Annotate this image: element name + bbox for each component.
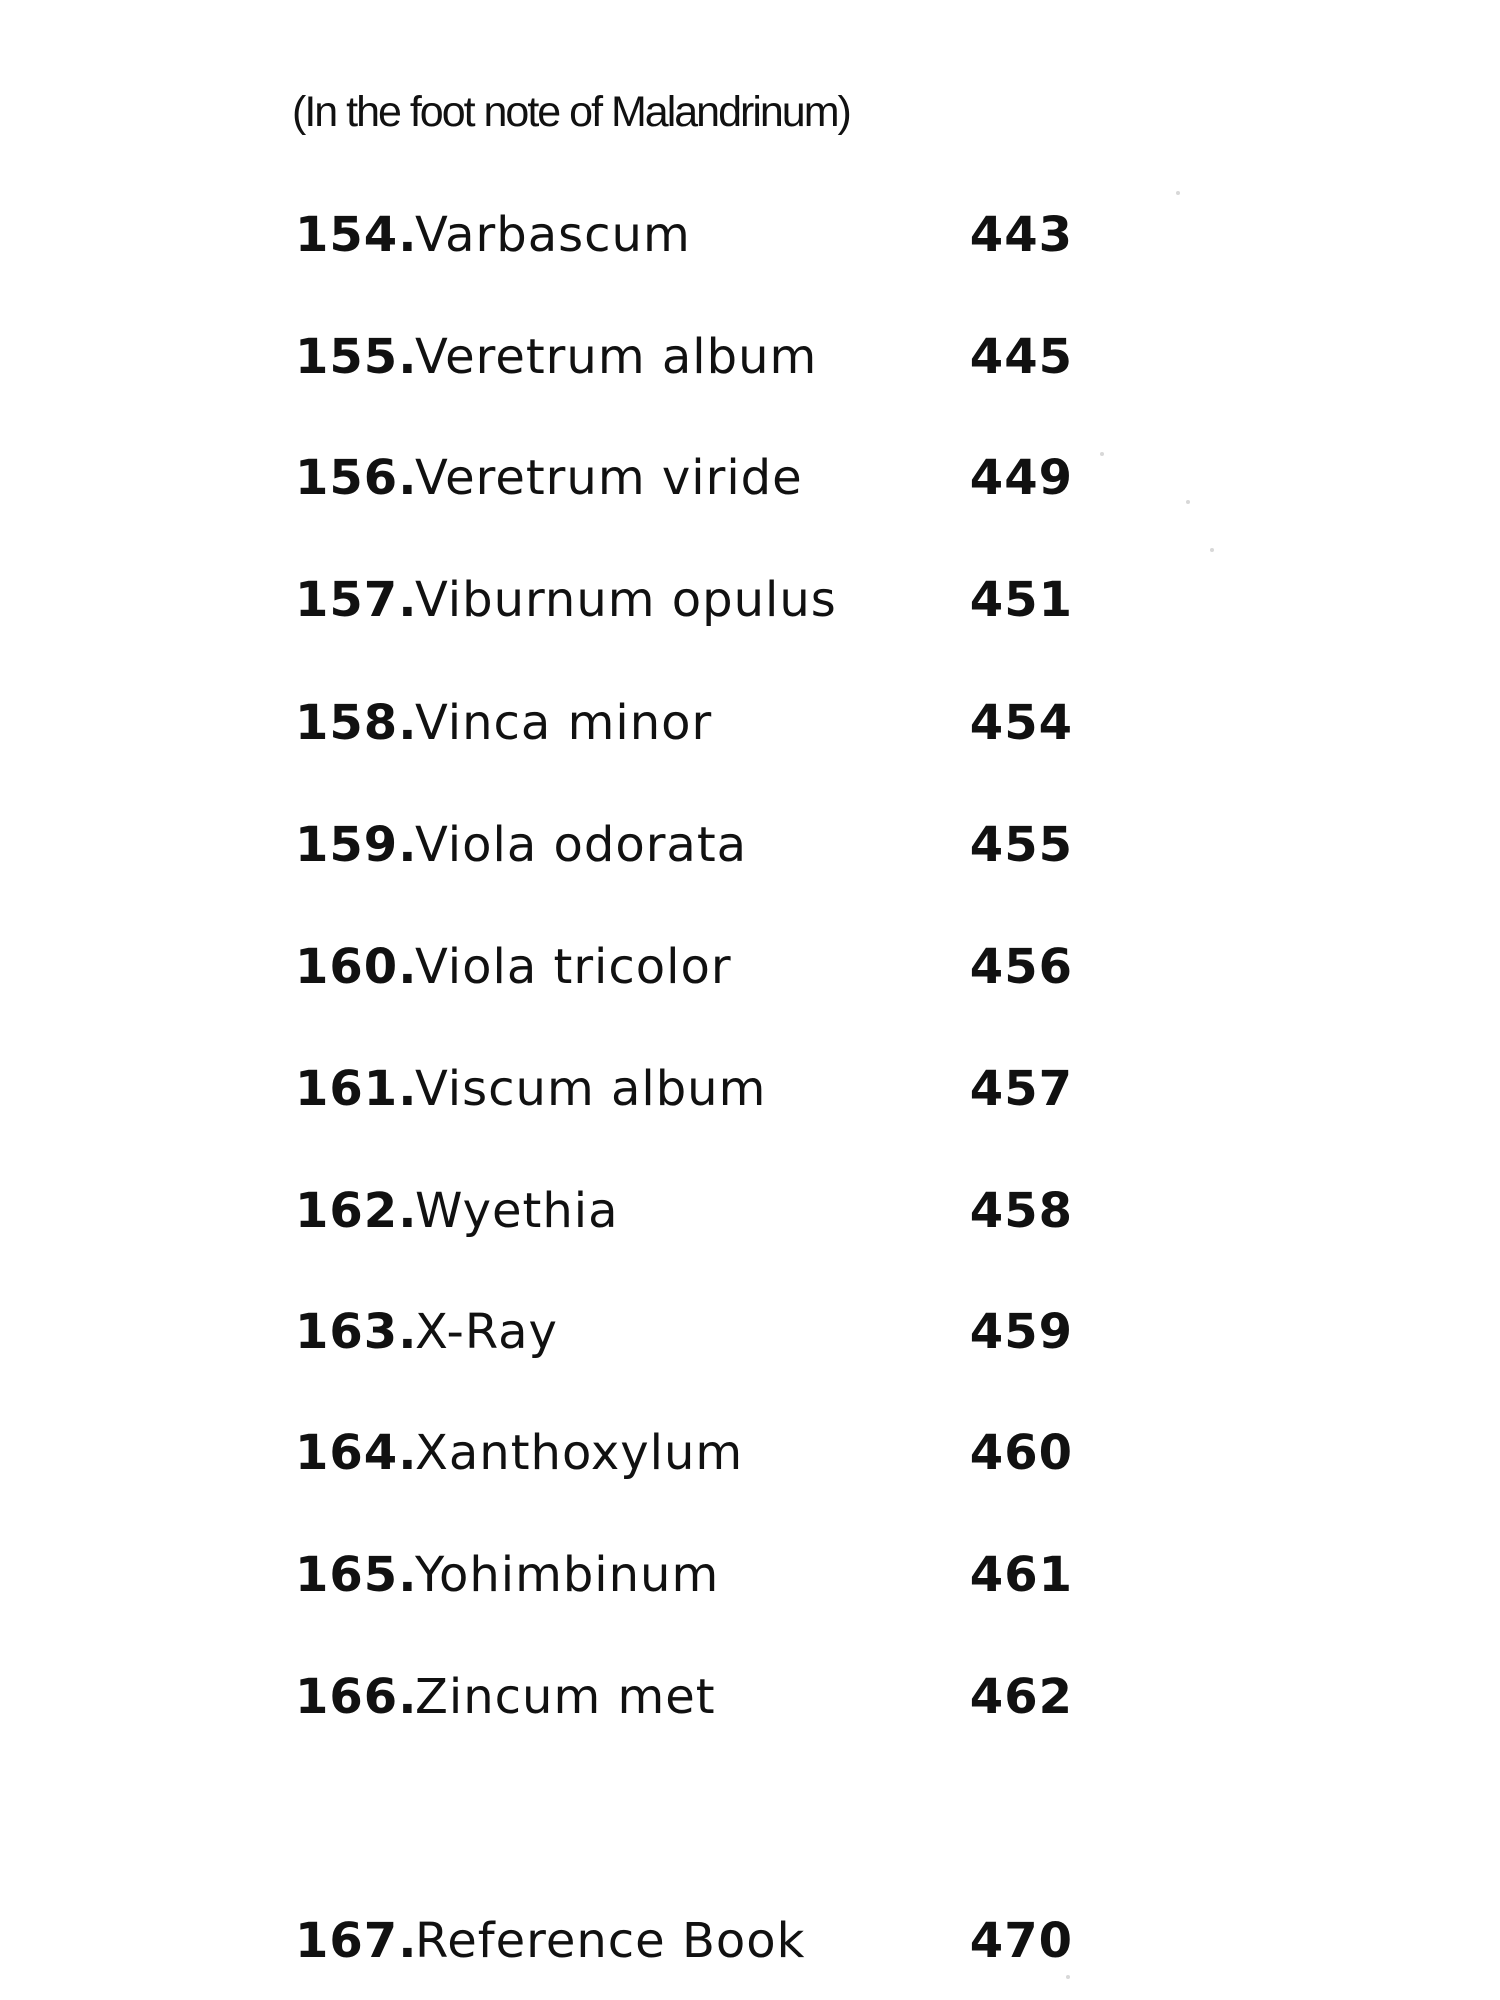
- entry-page-number: 445: [969, 329, 1073, 385]
- footnote-reference: (In the foot note of Malandrinum): [292, 88, 850, 136]
- toc-entry: [295, 570, 1085, 630]
- toc-entry: [295, 1181, 1085, 1241]
- entry-title: Reference Book: [415, 1913, 806, 1969]
- toc-entry: [295, 1059, 1085, 1119]
- entry-page-number: 455: [969, 817, 1073, 873]
- paper-speck: [1100, 452, 1104, 456]
- entry-page-number: 451: [969, 572, 1073, 628]
- entry-page-number: 470: [969, 1913, 1073, 1969]
- entry-title: Viscum album: [415, 1061, 767, 1117]
- entry-title: Veretrum viride: [415, 450, 803, 506]
- paper-speck: [1210, 548, 1214, 552]
- entry-number: 160.: [295, 939, 418, 995]
- entry-page-number: 462: [969, 1669, 1073, 1725]
- entry-title: Varbascum: [415, 207, 691, 263]
- entry-title: Viola tricolor: [415, 939, 732, 995]
- entry-page-number: 459: [969, 1304, 1073, 1360]
- entry-page-number: 458: [969, 1183, 1073, 1239]
- entry-number: 164.: [295, 1425, 418, 1481]
- entry-title: Xanthoxylum: [415, 1425, 744, 1481]
- entry-page-number: 457: [969, 1061, 1073, 1117]
- toc-entry: [295, 327, 1085, 387]
- entry-title: Viburnum opulus: [415, 572, 837, 628]
- entry-title: Vinca minor: [415, 695, 713, 751]
- entry-number: 167.: [295, 1913, 418, 1969]
- entry-number: 163.: [295, 1304, 418, 1360]
- paper-speck: [1066, 1975, 1070, 1979]
- entry-number: 166.: [295, 1669, 418, 1725]
- toc-entry: [295, 448, 1085, 508]
- entry-number: 159.: [295, 817, 418, 873]
- entry-title: Veretrum album: [415, 329, 818, 385]
- entry-page-number: 456: [969, 939, 1073, 995]
- entry-page-number: 454: [969, 695, 1073, 751]
- entry-page-number: 460: [969, 1425, 1073, 1481]
- toc-entry: [295, 693, 1085, 753]
- entry-title: Viola odorata: [415, 817, 748, 873]
- toc-entry: [295, 1911, 1085, 1971]
- entry-number: 157.: [295, 572, 418, 628]
- toc-entry: [295, 1667, 1085, 1727]
- entry-number: 162.: [295, 1183, 418, 1239]
- toc-entry: [295, 205, 1085, 265]
- entry-page-number: 449: [969, 450, 1073, 506]
- entry-title: Yohimbinum: [415, 1547, 720, 1603]
- entry-number: 158.: [295, 695, 418, 751]
- toc-entry: [295, 1423, 1085, 1483]
- entry-page-number: 461: [969, 1547, 1073, 1603]
- entry-title: X-Ray: [415, 1304, 558, 1360]
- entry-title: Wyethia: [415, 1183, 619, 1239]
- entry-page-number: 443: [969, 207, 1073, 263]
- entry-number: 165.: [295, 1547, 418, 1603]
- entry-title: Zincum met: [415, 1669, 716, 1725]
- toc-entry: [295, 815, 1085, 875]
- entry-number: 155.: [295, 329, 418, 385]
- entry-number: 161.: [295, 1061, 418, 1117]
- paper-speck: [1176, 191, 1180, 195]
- paper-speck: [1186, 500, 1190, 504]
- entry-number: 156.: [295, 450, 418, 506]
- toc-entry: [295, 1545, 1085, 1605]
- toc-entry: [295, 1302, 1085, 1362]
- toc-entry: [295, 937, 1085, 997]
- entry-number: 154.: [295, 207, 418, 263]
